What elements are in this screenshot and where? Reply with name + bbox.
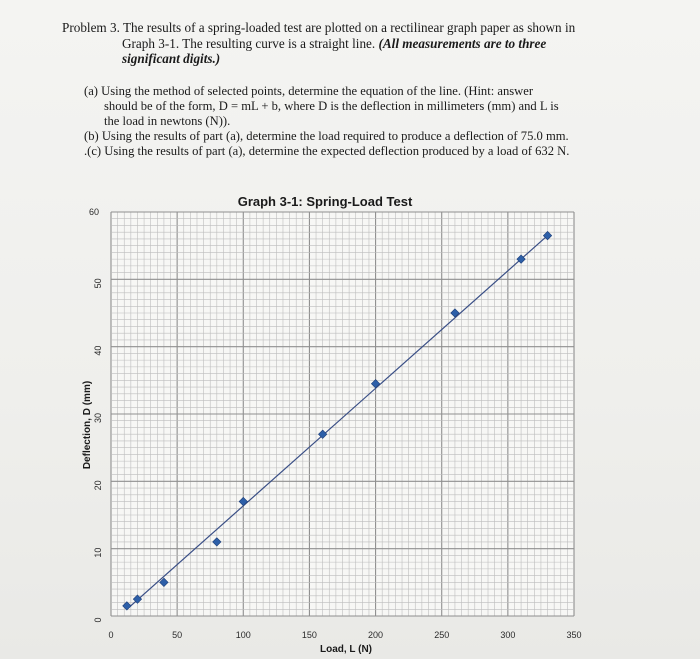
x-tick-label: 150	[301, 630, 317, 640]
y-tick-label: 60	[88, 207, 100, 217]
x-axis-label: Load, L (N)	[319, 644, 373, 655]
problem-line-2: Graph 3-1. The resulting curve is a straight line.	[122, 35, 376, 51]
y-tick-label: 20	[93, 480, 103, 491]
part-c: .(c) Using the results of part (a), determine the expected deflection produced by a load of 632 N.	[84, 144, 570, 158]
y-tick-label: 30	[93, 412, 103, 424]
x-tick-label: 200	[368, 630, 384, 640]
chart-grid	[111, 212, 574, 616]
x-tick-label: 100	[235, 630, 251, 640]
part-a-line-3: the load in newtons (N)).	[104, 114, 231, 128]
x-tick-label: 300	[500, 630, 516, 640]
y-tick-label: 0	[93, 617, 103, 623]
y-tick-label: 40	[93, 345, 103, 356]
problem-number: Problem 3.	[62, 20, 120, 35]
problem-line-1: The results of a spring-loaded test are plotted on a rectilinear graph paper as shown in	[122, 20, 576, 35]
x-tick-label: 0	[108, 630, 114, 640]
x-tick-label: 350	[566, 630, 582, 640]
part-b: (b) Using the results of part (a), determine the load required to produce a deflection of 75.0 mm.	[84, 129, 569, 143]
chart-title: Graph 3-1: Spring-Load Test	[237, 194, 413, 209]
problem-line-3: significant digits.)	[122, 51, 221, 66]
part-a-line-2: should be of the form, D = mL + b, where D is the deflection in millimeters (mm) and L is	[104, 99, 559, 113]
part-a-line-1: (a) Using the method of selected points, determine the equation of the line. (Hint: answer	[84, 84, 534, 98]
y-tick-label: 10	[93, 547, 103, 558]
x-tick-label: 50	[172, 630, 183, 640]
y-axis-label: Deflection, D (mm)	[82, 380, 93, 470]
x-tick-label: 250	[434, 630, 450, 640]
problem-emphasis: (All measurements are to three	[378, 35, 547, 51]
y-tick-label: 50	[93, 278, 103, 289]
